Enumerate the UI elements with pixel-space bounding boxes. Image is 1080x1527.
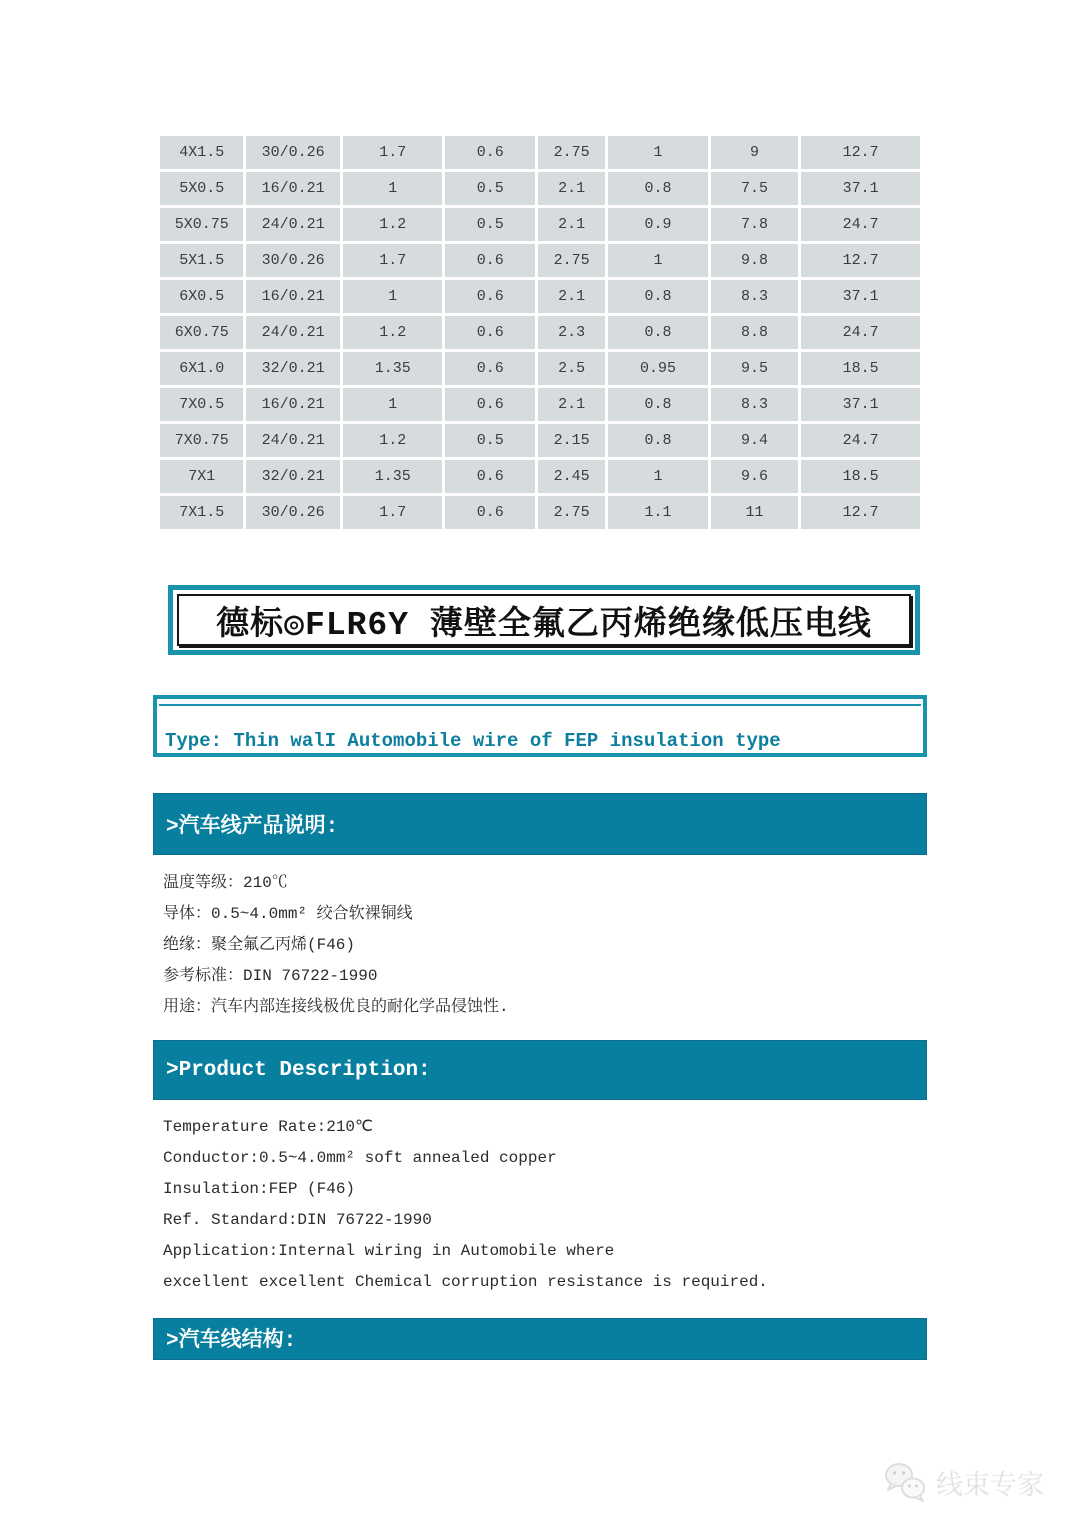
table-cell: 1.2	[343, 424, 443, 457]
table-cell: 2.1	[538, 208, 605, 241]
table-cell: 1.35	[343, 352, 443, 385]
text-line: Insulation:FEP (F46)	[163, 1180, 356, 1198]
table-cell: 5X0.75	[160, 208, 243, 241]
table-row	[160, 280, 920, 313]
table-cell: 6X0.5	[160, 280, 243, 313]
table-cell: 30/0.26	[246, 496, 340, 529]
table-cell: 1.35	[343, 460, 443, 493]
table-row	[160, 136, 920, 169]
table-row	[160, 496, 920, 529]
table-cell: 11	[711, 496, 798, 529]
table-cell: 2.3	[538, 316, 605, 349]
wire-spec-table	[157, 133, 923, 532]
table-cell: 37.1	[801, 172, 920, 205]
table-cell: 37.1	[801, 388, 920, 421]
table-cell: 9.8	[711, 244, 798, 277]
section-header-en-label: >Product Description:	[166, 1058, 431, 1082]
table-cell: 0.6	[445, 388, 534, 421]
table-cell: 4X1.5	[160, 136, 243, 169]
text-line: Conductor:0.5~4.0mm² soft annealed copper	[163, 1149, 557, 1167]
table-cell: 0.8	[608, 280, 708, 313]
text-line: Ref. Standard:DIN 76722-1990	[163, 1211, 432, 1229]
table-cell: 18.5	[801, 460, 920, 493]
table-cell: 24/0.21	[246, 316, 340, 349]
table-cell: 9.6	[711, 460, 798, 493]
wechat-icon	[882, 1462, 930, 1504]
table-cell: 1	[343, 172, 443, 205]
text-line: excellent excellent Chemical corruption resistance is required.	[163, 1273, 768, 1291]
section-header-en-description	[153, 1040, 927, 1100]
table-cell: 1	[343, 280, 443, 313]
table-cell: 16/0.21	[246, 172, 340, 205]
table-cell: 2.45	[538, 460, 605, 493]
text-line: Application:Internal wiring in Automobile where	[163, 1242, 615, 1260]
table-cell: 12.7	[801, 496, 920, 529]
table-row	[160, 352, 920, 385]
table-cell: 2.75	[538, 496, 605, 529]
product-title-frame	[177, 594, 911, 646]
table-cell: 1	[608, 460, 708, 493]
table-cell: 0.6	[445, 496, 534, 529]
watermark-text: 线束专家	[936, 1473, 1044, 1503]
table-cell: 9.4	[711, 424, 798, 457]
table-cell: 18.5	[801, 352, 920, 385]
table-cell: 8.3	[711, 388, 798, 421]
table-cell: 0.5	[445, 424, 534, 457]
table-cell: 1.2	[343, 208, 443, 241]
product-title: 德标◎FLR6Y 薄壁全氟乙丙烯绝缘低压电线	[216, 606, 872, 644]
table-row	[160, 424, 920, 457]
section-header-cn-description	[153, 793, 927, 855]
section-header-structure-label: >汽车线结构:	[166, 1330, 297, 1353]
table-row	[160, 388, 920, 421]
table-cell: 32/0.21	[246, 352, 340, 385]
table-cell: 0.6	[445, 352, 534, 385]
table-cell: 30/0.26	[246, 244, 340, 277]
spec-table-body	[160, 136, 920, 529]
table-cell: 0.6	[445, 280, 534, 313]
table-cell: 0.6	[445, 316, 534, 349]
table-cell: 1.2	[343, 316, 443, 349]
table-cell: 6X0.75	[160, 316, 243, 349]
table-cell: 2.5	[538, 352, 605, 385]
table-row	[160, 172, 920, 205]
text-line: 参考标准：DIN 76722-1990	[163, 967, 378, 985]
table-cell: 8.3	[711, 280, 798, 313]
section-header-cn-label: >汽车线产品说明:	[166, 816, 339, 839]
table-cell: 24.7	[801, 424, 920, 457]
table-cell: 24.7	[801, 316, 920, 349]
type-label: Type: Thin walI Automobile wire of FEP insulation type	[165, 730, 781, 752]
product-title-banner	[168, 585, 920, 655]
table-cell: 2.15	[538, 424, 605, 457]
table-cell: 1.1	[608, 496, 708, 529]
table-cell: 2.1	[538, 280, 605, 313]
table-row	[160, 244, 920, 277]
table-cell: 9.5	[711, 352, 798, 385]
table-cell: 30/0.26	[246, 136, 340, 169]
table-cell: 0.8	[608, 316, 708, 349]
table-cell: 7X1	[160, 460, 243, 493]
text-line: Temperature Rate:210℃	[163, 1118, 373, 1136]
table-row	[160, 316, 920, 349]
table-cell: 1.7	[343, 136, 443, 169]
table-cell: 0.95	[608, 352, 708, 385]
text-line: 温度等级：210℃	[163, 874, 288, 892]
table-cell: 24/0.21	[246, 208, 340, 241]
table-cell: 24/0.21	[246, 424, 340, 457]
type-banner-frame	[157, 699, 923, 753]
table-cell: 1	[343, 388, 443, 421]
table-cell: 0.8	[608, 388, 708, 421]
en-description-lines	[163, 1112, 768, 1298]
table-cell: 2.1	[538, 172, 605, 205]
table-cell: 7.8	[711, 208, 798, 241]
table-row	[160, 460, 920, 493]
text-line: 绝缘：聚全氟乙丙烯(F46)	[163, 936, 356, 954]
table-cell: 9	[711, 136, 798, 169]
type-banner	[153, 695, 927, 757]
table-cell: 0.8	[608, 172, 708, 205]
table-cell: 1.7	[343, 496, 443, 529]
table-cell: 0.6	[445, 244, 534, 277]
table-cell: 0.5	[445, 172, 534, 205]
watermark	[882, 1462, 1044, 1504]
table-cell: 5X0.5	[160, 172, 243, 205]
table-cell: 0.5	[445, 208, 534, 241]
table-cell: 7X1.5	[160, 496, 243, 529]
table-cell: 7X0.75	[160, 424, 243, 457]
table-cell: 0.6	[445, 460, 534, 493]
text-line: 用途：汽车内部连接线极优良的耐化学品侵蚀性.	[163, 998, 509, 1016]
table-cell: 7X0.5	[160, 388, 243, 421]
table-cell: 0.8	[608, 424, 708, 457]
section-header-structure	[153, 1318, 927, 1360]
table-row	[160, 208, 920, 241]
table-cell: 2.75	[538, 136, 605, 169]
table-cell: 16/0.21	[246, 280, 340, 313]
table-cell: 24.7	[801, 208, 920, 241]
table-cell: 37.1	[801, 280, 920, 313]
table-cell: 5X1.5	[160, 244, 243, 277]
table-cell: 2.1	[538, 388, 605, 421]
table-cell: 2.75	[538, 244, 605, 277]
table-cell: 0.9	[608, 208, 708, 241]
table-cell: 0.6	[445, 136, 534, 169]
table-cell: 8.8	[711, 316, 798, 349]
table-cell: 1	[608, 244, 708, 277]
cn-description-lines	[163, 868, 509, 1023]
table-cell: 32/0.21	[246, 460, 340, 493]
table-cell: 6X1.0	[160, 352, 243, 385]
table-cell: 12.7	[801, 136, 920, 169]
table-cell: 12.7	[801, 244, 920, 277]
table-cell: 16/0.21	[246, 388, 340, 421]
table-cell: 1	[608, 136, 708, 169]
table-cell: 1.7	[343, 244, 443, 277]
table-cell: 7.5	[711, 172, 798, 205]
text-line: 导体：0.5~4.0mm² 绞合软裸铜线	[163, 905, 413, 923]
spec-table	[157, 133, 923, 532]
